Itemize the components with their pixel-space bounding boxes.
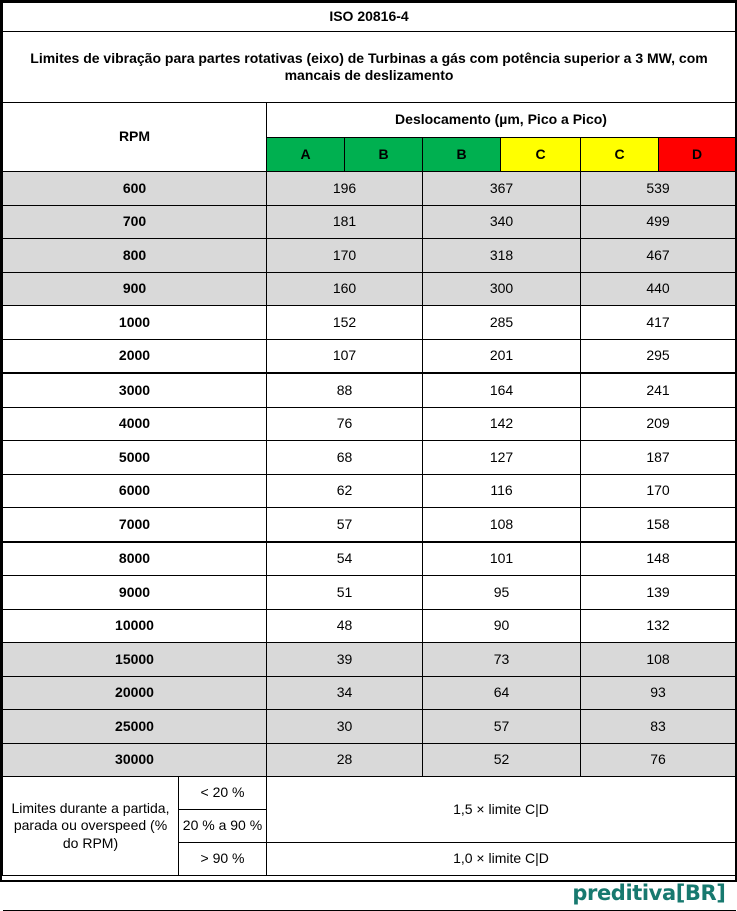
cell-limit-bc: 90 — [423, 609, 581, 643]
cell-limit-bc: 367 — [423, 172, 581, 206]
cell-limit-ab: 88 — [267, 373, 423, 407]
cell-limit-ab: 181 — [267, 205, 423, 239]
footer-rule-1: 1,5 × limite C|D — [267, 777, 736, 843]
cell-limit-cd: 108 — [581, 643, 736, 677]
cell-rpm: 2000 — [3, 339, 267, 373]
table-row — [3, 743, 736, 777]
cell-limit-ab: 196 — [267, 172, 423, 206]
standard-title-row — [3, 3, 736, 32]
cell-limit-bc: 108 — [423, 508, 581, 542]
cell-rpm: 5000 — [3, 441, 267, 475]
cell-limit-ab: 34 — [267, 676, 423, 710]
cell-limit-cd: 467 — [581, 239, 736, 273]
column-header-displacement: Deslocamento (µm, Pico a Pico) — [267, 103, 736, 138]
preditiva-br-logo: preditiva[BR] — [572, 880, 726, 905]
table-row — [3, 272, 736, 306]
cell-limit-ab: 160 — [267, 272, 423, 306]
cell-limit-cd: 93 — [581, 676, 736, 710]
cell-limit-cd: 83 — [581, 710, 736, 744]
cell-rpm: 25000 — [3, 710, 267, 744]
zone-cell-b1: B — [345, 138, 423, 172]
cell-limit-ab: 170 — [267, 239, 423, 273]
cell-rpm: 15000 — [3, 643, 267, 677]
cell-rpm: 30000 — [3, 743, 267, 777]
cell-limit-ab: 51 — [267, 576, 423, 610]
cell-rpm: 3000 — [3, 373, 267, 407]
cell-limit-cd: 417 — [581, 306, 736, 340]
cell-limit-cd: 295 — [581, 339, 736, 373]
cell-limit-bc: 57 — [423, 710, 581, 744]
cell-limit-cd: 158 — [581, 508, 736, 542]
cell-limit-bc: 340 — [423, 205, 581, 239]
cell-limit-bc: 300 — [423, 272, 581, 306]
cell-limit-ab: 107 — [267, 339, 423, 373]
cell-limit-ab: 76 — [267, 407, 423, 441]
cell-limit-cd: 139 — [581, 576, 736, 610]
iso-limits-table — [2, 2, 736, 911]
table-body — [3, 3, 736, 911]
table-row — [3, 407, 736, 441]
cell-limit-cd: 76 — [581, 743, 736, 777]
cell-rpm: 20000 — [3, 676, 267, 710]
cell-limit-bc: 285 — [423, 306, 581, 340]
table-row — [3, 474, 736, 508]
table-row — [3, 441, 736, 475]
cell-limit-ab: 48 — [267, 609, 423, 643]
cell-rpm: 9000 — [3, 576, 267, 610]
cell-limit-bc: 142 — [423, 407, 581, 441]
table-row — [3, 239, 736, 273]
cell-limit-bc: 201 — [423, 339, 581, 373]
table-row — [3, 609, 736, 643]
cell-limit-ab: 30 — [267, 710, 423, 744]
footer-range-2: 20 % a 90 % — [179, 810, 267, 843]
footer-range-3: > 90 % — [179, 843, 267, 876]
cell-limit-ab: 57 — [267, 508, 423, 542]
cell-rpm: 4000 — [3, 407, 267, 441]
cell-limit-bc: 318 — [423, 239, 581, 273]
cell-limit-ab: 54 — [267, 542, 423, 576]
document-subtitle: Limites de vibração para partes rotativas (eixo) de Turbinas a gás com potência superior a 3 MW, com mancais de deslizamento — [3, 32, 736, 103]
table-row — [3, 306, 736, 340]
footer-condition-label: Limites durante a partida, parada ou overspeed (% do RPM) — [3, 777, 179, 876]
cell-limit-ab: 39 — [267, 643, 423, 677]
cell-rpm: 600 — [3, 172, 267, 206]
cell-rpm: 8000 — [3, 542, 267, 576]
table-row — [3, 710, 736, 744]
cell-limit-bc: 116 — [423, 474, 581, 508]
cell-rpm: 700 — [3, 205, 267, 239]
cell-limit-ab: 28 — [267, 743, 423, 777]
cell-rpm: 7000 — [3, 508, 267, 542]
table-row — [3, 676, 736, 710]
cell-limit-bc: 127 — [423, 441, 581, 475]
table-row — [3, 508, 736, 542]
cell-limit-cd: 170 — [581, 474, 736, 508]
table-row — [3, 576, 736, 610]
cell-limit-bc: 52 — [423, 743, 581, 777]
branding-cell — [3, 876, 736, 911]
cell-limit-cd: 539 — [581, 172, 736, 206]
cell-limit-bc: 73 — [423, 643, 581, 677]
table-row — [3, 205, 736, 239]
cell-limit-ab: 68 — [267, 441, 423, 475]
cell-rpm: 900 — [3, 272, 267, 306]
cell-limit-ab: 62 — [267, 474, 423, 508]
cell-limit-cd: 132 — [581, 609, 736, 643]
zone-cell-c2: C — [581, 138, 659, 172]
header-row-top — [3, 103, 736, 138]
cell-limit-cd: 241 — [581, 373, 736, 407]
cell-rpm: 10000 — [3, 609, 267, 643]
cell-limit-cd: 499 — [581, 205, 736, 239]
table-row — [3, 643, 736, 677]
zone-cell-c1: C — [501, 138, 581, 172]
cell-rpm: 1000 — [3, 306, 267, 340]
table-row — [3, 373, 736, 407]
column-header-rpm: RPM — [3, 103, 267, 172]
cell-limit-bc: 64 — [423, 676, 581, 710]
branding-row — [3, 876, 736, 911]
cell-limit-cd: 187 — [581, 441, 736, 475]
footer-rule-2: 1,0 × limite C|D — [267, 843, 736, 876]
standard-title: ISO 20816-4 — [3, 3, 736, 32]
table-row — [3, 542, 736, 576]
cell-limit-ab: 152 — [267, 306, 423, 340]
cell-limit-bc: 95 — [423, 576, 581, 610]
cell-limit-cd: 148 — [581, 542, 736, 576]
footer-range-1: < 20 % — [179, 777, 267, 810]
zone-cell-d: D — [659, 138, 736, 172]
table-row — [3, 172, 736, 206]
table-row — [3, 339, 736, 373]
cell-limit-cd: 440 — [581, 272, 736, 306]
cell-rpm: 800 — [3, 239, 267, 273]
cell-limit-bc: 164 — [423, 373, 581, 407]
subtitle-row — [3, 32, 736, 103]
cell-limit-bc: 101 — [423, 542, 581, 576]
zone-cell-b2: B — [423, 138, 501, 172]
footer-row-1 — [3, 777, 736, 810]
zone-cell-a: A — [267, 138, 345, 172]
cell-rpm: 6000 — [3, 474, 267, 508]
cell-limit-cd: 209 — [581, 407, 736, 441]
